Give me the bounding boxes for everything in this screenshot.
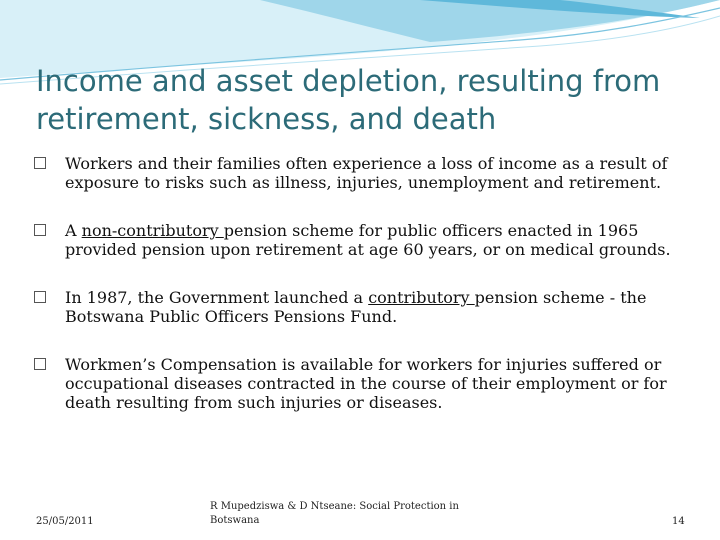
bullet-text: pension scheme for public officers enacted in 1965 provided pension upon retirement at age 60 years, or on medical grounds. <box>65 221 671 259</box>
underlined-term: contributory <box>368 288 475 307</box>
bullet-text: pension scheme - the Botswana Public Officers Pensions Fund. <box>65 288 647 326</box>
bullet-item <box>34 154 684 192</box>
footer-citation: R Mupedziswa & D Ntseane: Social Protection in Botswana <box>210 501 459 526</box>
page-number: 14 <box>672 516 685 527</box>
bullet-text: A <box>65 221 82 240</box>
bullet-box-icon <box>34 358 46 370</box>
slide-title: Income and asset depletion, resulting from retirement, sickness, and death <box>36 64 661 136</box>
bullet-box-icon <box>34 291 46 303</box>
bullet-item <box>34 221 684 259</box>
bullet-box-icon <box>34 157 46 169</box>
underlined-term: non-contributory <box>81 221 224 240</box>
bullet-box-icon <box>34 224 46 236</box>
bullet-item <box>34 355 684 412</box>
footer-date: 25/05/2011 <box>36 516 94 527</box>
bullet-list <box>34 154 684 441</box>
bullet-text: In 1987, the Government launched a <box>65 288 369 307</box>
bullet-item <box>34 288 684 326</box>
bullet-text: Workers and their families often experience a loss of income as a result of exposure to risks such as illness, injuries, unemployment and retirement. <box>65 154 668 192</box>
bullet-text: Workmen’s Compensation is available for workers for injuries suffered or occupational diseases contracted in the course of their employment or for death resulting from such injuries or diseases. <box>65 355 667 412</box>
